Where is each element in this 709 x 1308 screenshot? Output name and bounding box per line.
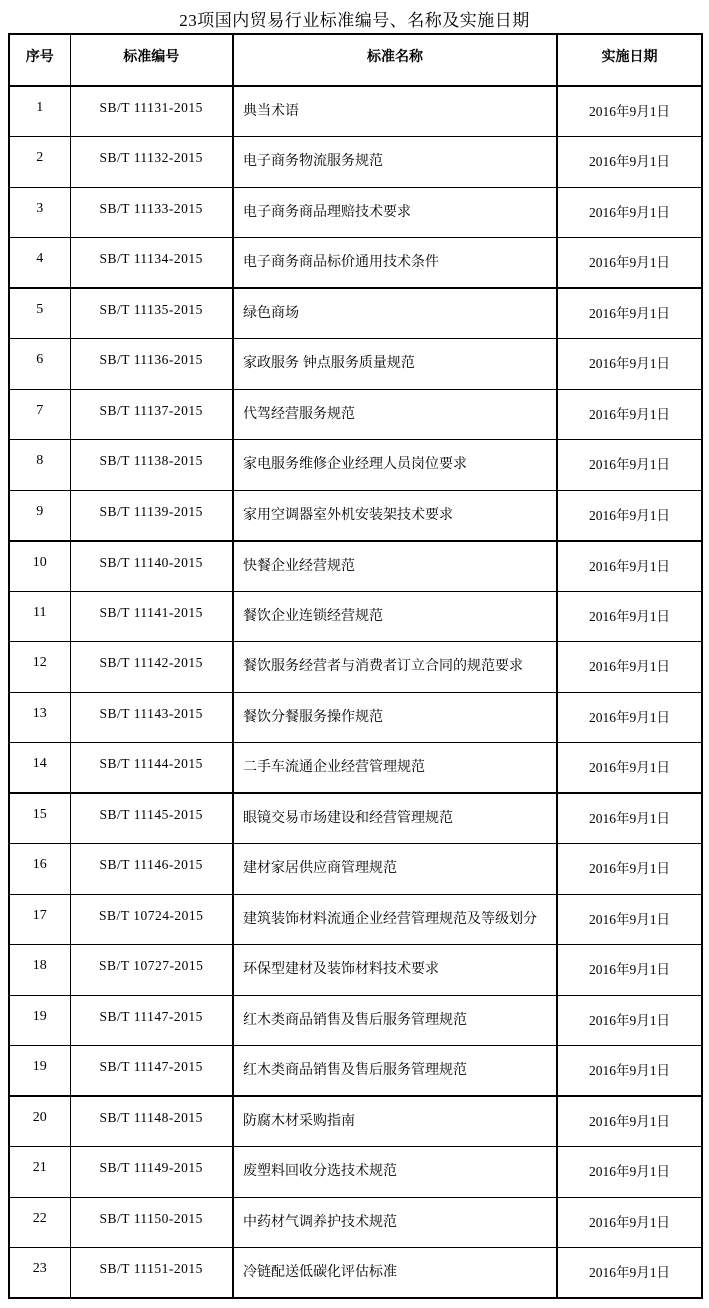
header-cell-code: 标准编号	[70, 34, 233, 86]
cell-code: SB/T 11142-2015	[70, 642, 233, 693]
cell-no: 5	[9, 288, 70, 339]
cell-no: 10	[9, 541, 70, 592]
table-row	[9, 541, 702, 592]
cell-no: 15	[9, 793, 70, 844]
cell-no: 8	[9, 440, 70, 491]
cell-date: 2016年9月1日	[557, 137, 702, 188]
cell-name: 冷链配送低碳化评估标准	[233, 1248, 557, 1299]
header-row	[9, 34, 702, 86]
cell-code: SB/T 11145-2015	[70, 793, 233, 844]
cell-no: 20	[9, 1096, 70, 1147]
cell-no: 22	[9, 1197, 70, 1248]
cell-name: 红木类商品销售及售后服务管理规范	[233, 995, 557, 1046]
table-row	[9, 187, 702, 238]
cell-code: SB/T 11150-2015	[70, 1197, 233, 1248]
table-row	[9, 1096, 702, 1147]
table-row	[9, 389, 702, 440]
cell-no: 3	[9, 187, 70, 238]
cell-name: 餐饮企业连锁经营规范	[233, 591, 557, 642]
cell-date: 2016年9月1日	[557, 1096, 702, 1147]
cell-no: 18	[9, 945, 70, 996]
cell-date: 2016年9月1日	[557, 1147, 702, 1198]
cell-date: 2016年9月1日	[557, 1248, 702, 1299]
cell-code: SB/T 11131-2015	[70, 86, 233, 137]
cell-code: SB/T 11147-2015	[70, 995, 233, 1046]
cell-name: 废塑料回收分选技术规范	[233, 1147, 557, 1198]
cell-name: 电子商务商品标价通用技术条件	[233, 238, 557, 289]
cell-code: SB/T 11147-2015	[70, 1046, 233, 1097]
cell-date: 2016年9月1日	[557, 1197, 702, 1248]
table-row	[9, 743, 702, 794]
cell-code: SB/T 11146-2015	[70, 844, 233, 895]
cell-code: SB/T 10727-2015	[70, 945, 233, 996]
cell-name: 典当术语	[233, 86, 557, 137]
cell-date: 2016年9月1日	[557, 591, 702, 642]
cell-name: 眼镜交易市场建设和经营管理规范	[233, 793, 557, 844]
cell-no: 9	[9, 490, 70, 541]
cell-date: 2016年9月1日	[557, 238, 702, 289]
table-row	[9, 945, 702, 996]
cell-date: 2016年9月1日	[557, 490, 702, 541]
cell-date: 2016年9月1日	[557, 844, 702, 895]
cell-no: 12	[9, 642, 70, 693]
cell-name: 建筑装饰材料流通企业经营管理规范及等级划分	[233, 894, 557, 945]
cell-name: 环保型建材及装饰材料技术要求	[233, 945, 557, 996]
table-row	[9, 894, 702, 945]
cell-date: 2016年9月1日	[557, 642, 702, 693]
table-row	[9, 591, 702, 642]
cell-code: SB/T 11149-2015	[70, 1147, 233, 1198]
cell-date: 2016年9月1日	[557, 187, 702, 238]
header-cell-date: 实施日期	[557, 34, 702, 86]
cell-code: SB/T 11140-2015	[70, 541, 233, 592]
cell-date: 2016年9月1日	[557, 288, 702, 339]
cell-name: 红木类商品销售及售后服务管理规范	[233, 1046, 557, 1097]
cell-name: 餐饮服务经营者与消费者订立合同的规范要求	[233, 642, 557, 693]
cell-name: 电子商务商品理赔技术要求	[233, 187, 557, 238]
table-row	[9, 793, 702, 844]
cell-name: 代驾经营服务规范	[233, 389, 557, 440]
cell-name: 建材家居供应商管理规范	[233, 844, 557, 895]
cell-date: 2016年9月1日	[557, 743, 702, 794]
cell-code: SB/T 11132-2015	[70, 137, 233, 188]
cell-date: 2016年9月1日	[557, 541, 702, 592]
cell-name: 防腐木材采购指南	[233, 1096, 557, 1147]
table-row	[9, 86, 702, 137]
cell-code: SB/T 11151-2015	[70, 1248, 233, 1299]
table-row	[9, 1046, 702, 1097]
cell-date: 2016年9月1日	[557, 389, 702, 440]
cell-no: 13	[9, 692, 70, 743]
cell-no: 6	[9, 339, 70, 390]
cell-date: 2016年9月1日	[557, 894, 702, 945]
cell-date: 2016年9月1日	[557, 440, 702, 491]
cell-no: 2	[9, 137, 70, 188]
table-row	[9, 137, 702, 188]
cell-no: 17	[9, 894, 70, 945]
cell-code: SB/T 11144-2015	[70, 743, 233, 794]
cell-no: 16	[9, 844, 70, 895]
cell-code: SB/T 11137-2015	[70, 389, 233, 440]
table-row	[9, 995, 702, 1046]
cell-no: 14	[9, 743, 70, 794]
table-row	[9, 642, 702, 693]
cell-no: 7	[9, 389, 70, 440]
table-row	[9, 288, 702, 339]
table-row	[9, 844, 702, 895]
cell-code: SB/T 11141-2015	[70, 591, 233, 642]
cell-no: 1	[9, 86, 70, 137]
cell-no: 23	[9, 1248, 70, 1299]
cell-code: SB/T 11139-2015	[70, 490, 233, 541]
cell-date: 2016年9月1日	[557, 1046, 702, 1097]
cell-name: 绿色商场	[233, 288, 557, 339]
cell-code: SB/T 11138-2015	[70, 440, 233, 491]
cell-date: 2016年9月1日	[557, 945, 702, 996]
cell-name: 电子商务物流服务规范	[233, 137, 557, 188]
cell-code: SB/T 11148-2015	[70, 1096, 233, 1147]
table-row	[9, 339, 702, 390]
header-cell-name: 标准名称	[233, 34, 557, 86]
cell-date: 2016年9月1日	[557, 995, 702, 1046]
table-row	[9, 1197, 702, 1248]
page-title: 23项国内贸易行业标准编号、名称及实施日期	[179, 11, 530, 30]
table-header	[9, 34, 702, 86]
table-body	[9, 86, 702, 1298]
cell-date: 2016年9月1日	[557, 339, 702, 390]
table-row	[9, 1147, 702, 1198]
cell-no: 19	[9, 1046, 70, 1097]
table-row	[9, 1248, 702, 1299]
cell-name: 餐饮分餐服务操作规范	[233, 692, 557, 743]
cell-name: 二手车流通企业经营管理规范	[233, 743, 557, 794]
cell-name: 家用空调器室外机安装架技术要求	[233, 490, 557, 541]
table-row	[9, 440, 702, 491]
table-row	[9, 238, 702, 289]
cell-code: SB/T 11143-2015	[70, 692, 233, 743]
cell-date: 2016年9月1日	[557, 793, 702, 844]
cell-code: SB/T 11134-2015	[70, 238, 233, 289]
cell-name: 快餐企业经营规范	[233, 541, 557, 592]
cell-date: 2016年9月1日	[557, 692, 702, 743]
cell-code: SB/T 11133-2015	[70, 187, 233, 238]
cell-name: 家电服务维修企业经理人员岗位要求	[233, 440, 557, 491]
cell-code: SB/T 11135-2015	[70, 288, 233, 339]
header-cell-no: 序号	[9, 34, 70, 86]
cell-no: 19	[9, 995, 70, 1046]
table-row	[9, 490, 702, 541]
cell-no: 4	[9, 238, 70, 289]
cell-code: SB/T 10724-2015	[70, 894, 233, 945]
cell-no: 11	[9, 591, 70, 642]
cell-no: 21	[9, 1147, 70, 1198]
cell-name: 家政服务 钟点服务质量规范	[233, 339, 557, 390]
standards-table	[8, 33, 703, 1299]
cell-date: 2016年9月1日	[557, 86, 702, 137]
cell-code: SB/T 11136-2015	[70, 339, 233, 390]
table-row	[9, 692, 702, 743]
cell-name: 中药材气调养护技术规范	[233, 1197, 557, 1248]
